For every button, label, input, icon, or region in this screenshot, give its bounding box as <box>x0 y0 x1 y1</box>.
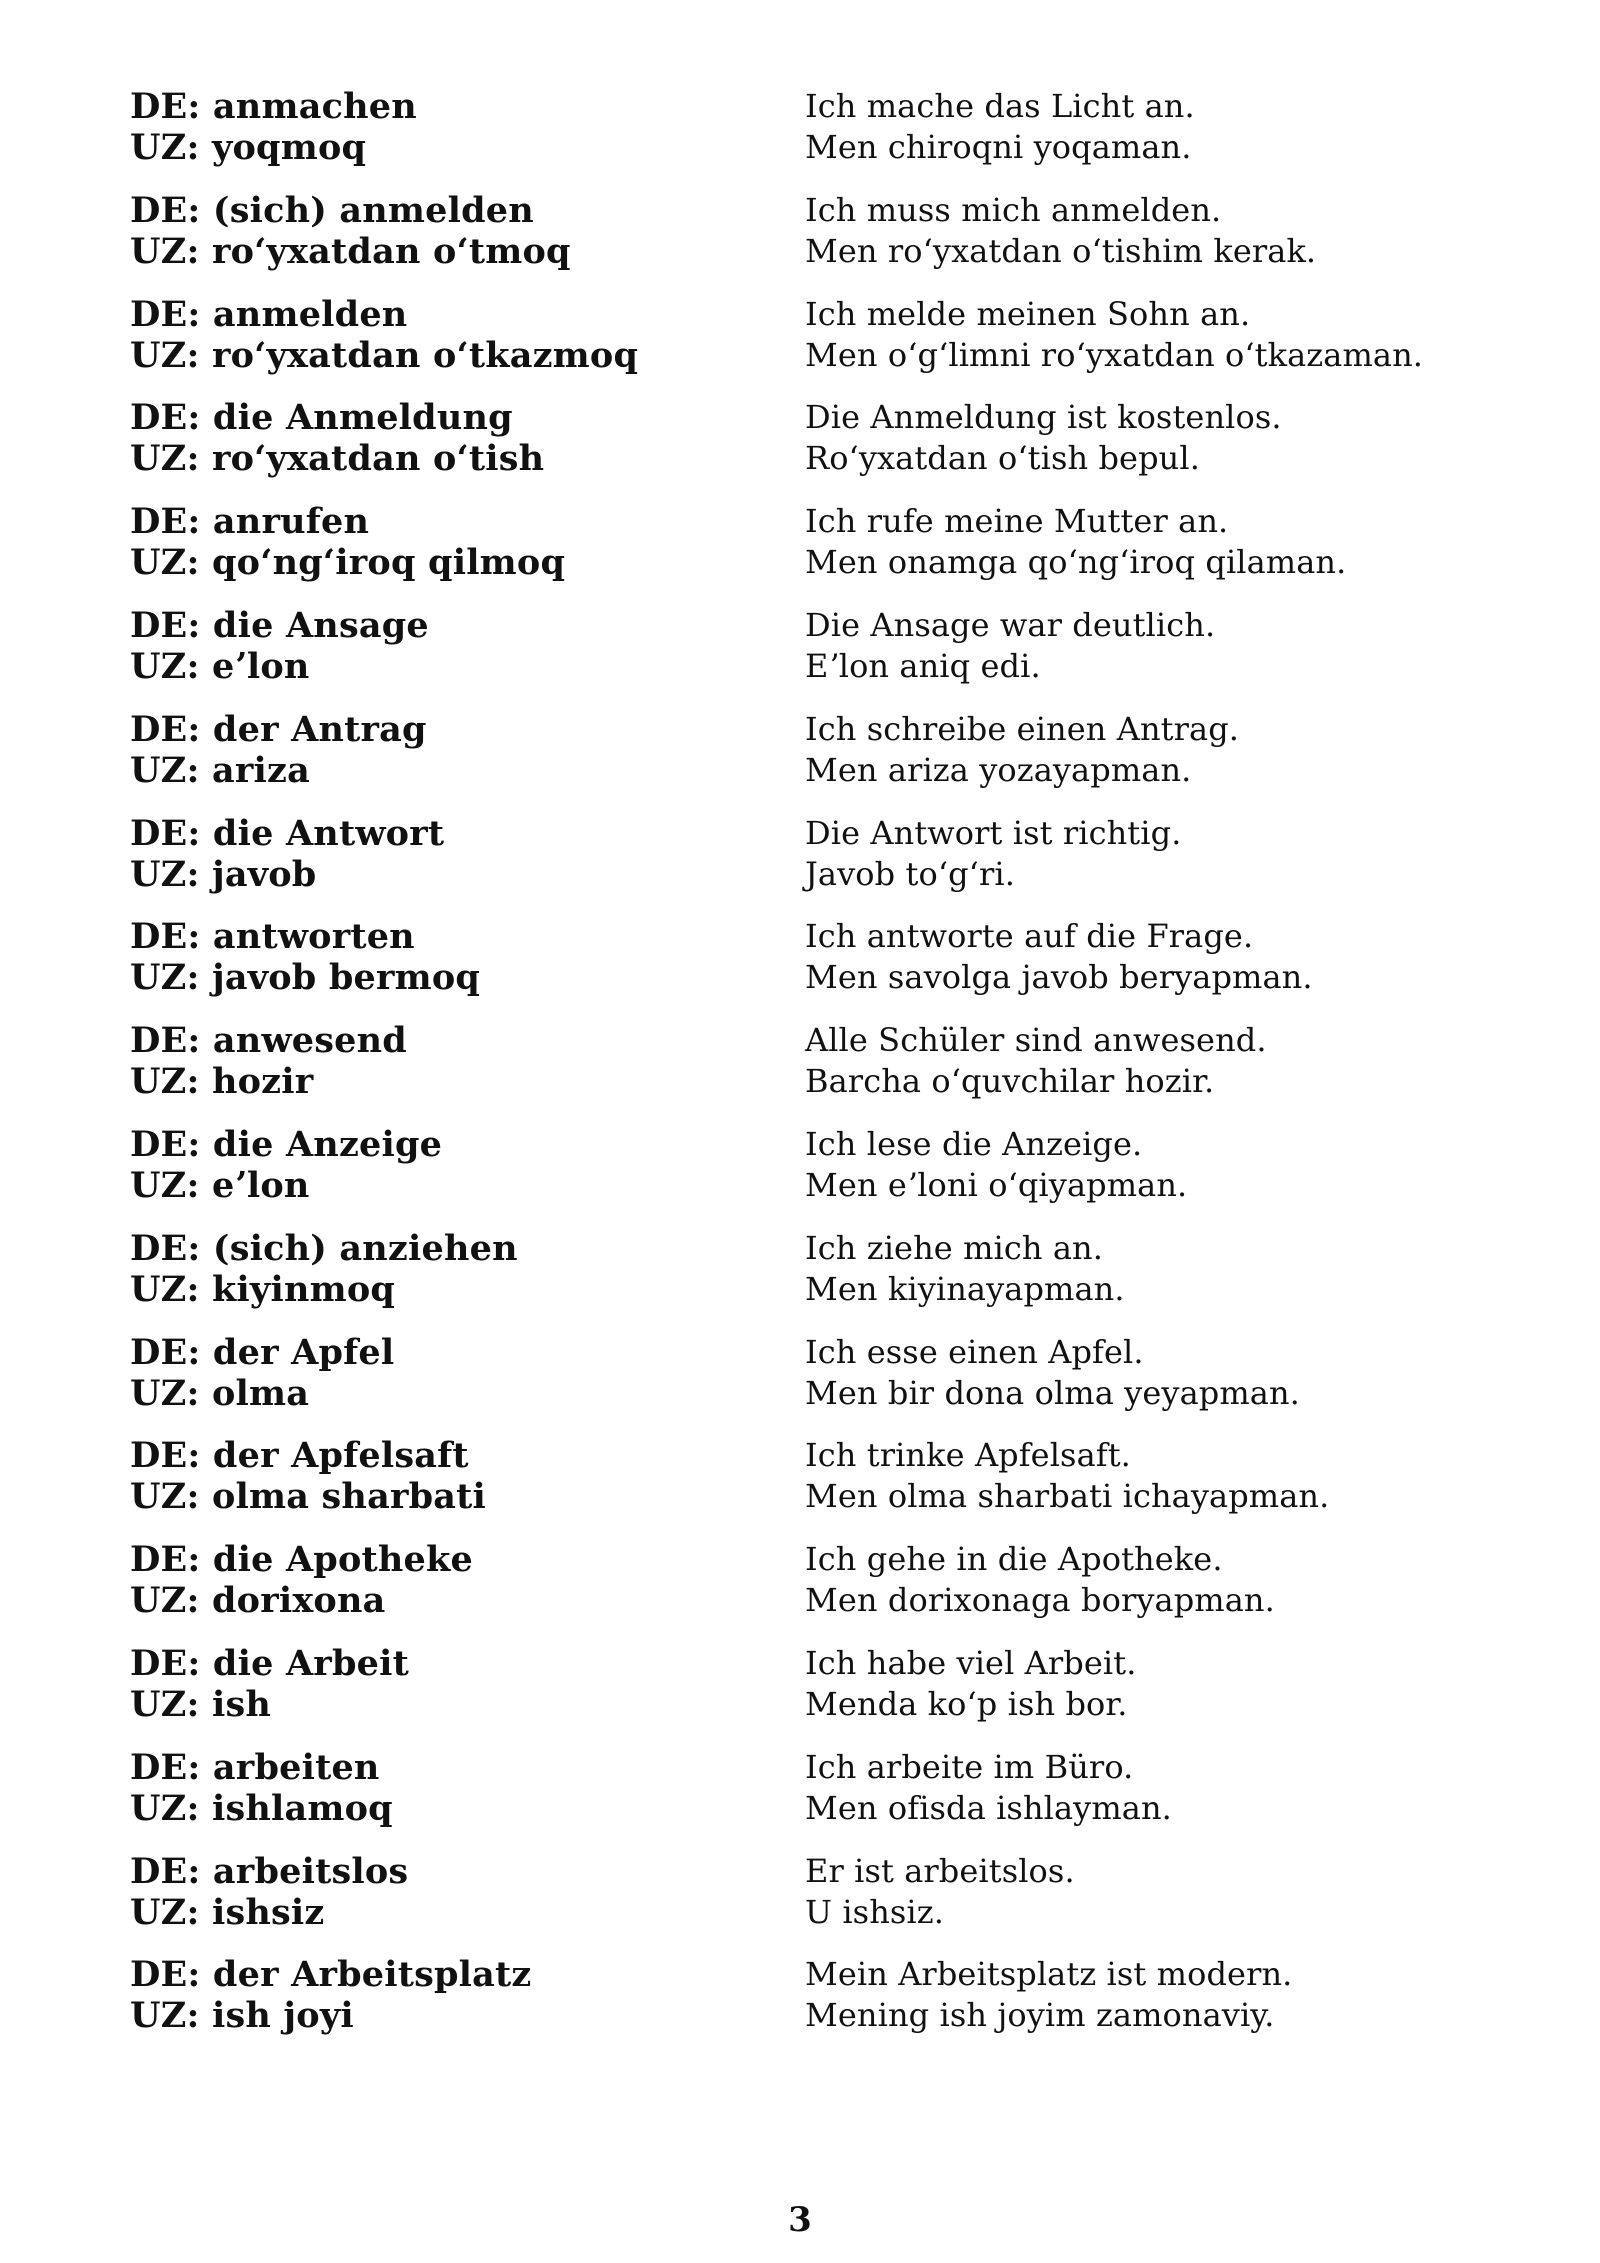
german-example: Ich esse einen Apfel. <box>805 1332 1144 1371</box>
uzbek-example: Roʻyxatdan oʻtish bepul. <box>805 439 1200 478</box>
german-term: DE: die Anmeldung <box>130 397 513 439</box>
german-term: DE: der Apfelsaft <box>130 1435 469 1477</box>
entry-examples <box>805 709 1239 813</box>
entry-examples <box>805 1124 1187 1228</box>
uzbek-term: UZ: kiyinmoq <box>130 1268 396 1310</box>
entry-examples <box>805 916 1313 1020</box>
german-term: DE: die Anzeige <box>130 1123 443 1165</box>
entry-examples <box>805 1539 1275 1643</box>
entry-16 <box>130 1643 1470 1747</box>
german-term: DE: der Antrag <box>130 708 427 750</box>
entry-examples <box>805 501 1346 605</box>
german-term: DE: anrufen <box>130 501 370 543</box>
entry-10 <box>130 1020 1470 1124</box>
uzbek-term: UZ: olma sharbati <box>130 1476 486 1518</box>
uzbek-example: U ishsiz. <box>805 1892 944 1931</box>
german-example: Ich muss mich anmelden. <box>805 190 1222 229</box>
entry-terms <box>130 1851 805 1955</box>
german-example: Ich ziehe mich an. <box>805 1228 1104 1267</box>
german-term: DE: die Ansage <box>130 604 429 646</box>
german-term: DE: (sich) anziehen <box>130 1227 518 1269</box>
entry-terms <box>130 1435 805 1539</box>
entry-terms <box>130 605 805 709</box>
entry-terms <box>130 1124 805 1228</box>
uzbek-term: UZ: dorixona <box>130 1580 386 1622</box>
uzbek-term: UZ: ariza <box>130 749 310 791</box>
entry-terms <box>130 501 805 605</box>
entry-terms <box>130 397 805 501</box>
german-example: Ich mache das Licht an. <box>805 87 1195 125</box>
entry-examples <box>805 1747 1172 1851</box>
entry-terms <box>130 1228 805 1332</box>
german-example: Die Antwort ist richtig. <box>805 813 1182 852</box>
entry-3 <box>130 294 1470 398</box>
german-example: Ich arbeite im Büro. <box>805 1747 1134 1786</box>
entry-examples <box>805 1435 1329 1539</box>
entry-15 <box>130 1539 1470 1643</box>
german-term: DE: anwesend <box>130 1020 407 1062</box>
german-example: Ich gehe in die Apotheke. <box>805 1540 1223 1579</box>
entry-8 <box>130 813 1470 917</box>
uzbek-example: Men ariza yozayapman. <box>805 750 1192 789</box>
german-term: DE: arbeiten <box>130 1746 380 1788</box>
german-example: Die Ansage war deutlich. <box>805 605 1216 644</box>
uzbek-term: UZ: ish joyi <box>130 1995 354 2037</box>
entry-terms <box>130 190 805 294</box>
entry-14 <box>130 1435 1470 1539</box>
entry-examples <box>805 397 1282 501</box>
entry-11 <box>130 1124 1470 1228</box>
entry-examples <box>805 1020 1267 1124</box>
german-example: Ich schreibe einen Antrag. <box>805 709 1240 748</box>
german-term: DE: die Apotheke <box>130 1539 473 1581</box>
german-example: Ich melde meinen Sohn an. <box>805 294 1251 333</box>
entry-12 <box>130 1228 1470 1332</box>
uzbek-example: Men ofisda ishlayman. <box>805 1788 1172 1827</box>
entry-examples <box>805 1228 1125 1332</box>
uzbek-term: UZ: eʼlon <box>130 1164 310 1206</box>
page-number: 3 <box>788 2200 812 2240</box>
german-example: Ich trinke Apfelsaft. <box>805 1436 1131 1475</box>
german-example: Er ist arbeitslos. <box>805 1851 1075 1890</box>
uzbek-example: Men oʻgʻlimni roʻyxatdan oʻtkazaman. <box>805 335 1424 374</box>
entry-7 <box>130 709 1470 813</box>
entry-9 <box>130 916 1470 1020</box>
uzbek-term: UZ: ishsiz <box>130 1891 325 1933</box>
german-example: Ich lese die Anzeige. <box>805 1124 1143 1163</box>
uzbek-term: UZ: ishlamoq <box>130 1787 393 1829</box>
entry-terms <box>130 916 805 1020</box>
entry-2 <box>130 190 1470 294</box>
german-example: Ich rufe meine Mutter an. <box>805 502 1229 541</box>
uzbek-term: UZ: javob <box>130 853 317 895</box>
uzbek-term: UZ: ish <box>130 1683 272 1725</box>
entry-6 <box>130 605 1470 709</box>
entry-examples <box>805 86 1195 190</box>
entry-terms <box>130 813 805 917</box>
entry-examples <box>805 1954 1292 2058</box>
german-term: DE: arbeitslos <box>130 1850 409 1892</box>
entry-terms <box>130 1747 805 1851</box>
entry-examples <box>805 1851 1075 1955</box>
entry-examples <box>805 813 1181 917</box>
german-example: Ich habe viel Arbeit. <box>805 1643 1137 1682</box>
german-term: DE: die Antwort <box>130 812 445 854</box>
german-term: DE: die Arbeit <box>130 1642 409 1684</box>
entry-examples <box>805 1332 1300 1436</box>
uzbek-term: UZ: roʻyxatdan oʻtkazmoq <box>130 334 639 376</box>
uzbek-term: UZ: roʻyxatdan oʻtmoq <box>130 230 571 272</box>
vocabulary-list <box>130 86 1470 2058</box>
entry-terms <box>130 1643 805 1747</box>
entry-5 <box>130 501 1470 605</box>
entry-4 <box>130 397 1470 501</box>
entry-19 <box>130 1954 1470 2058</box>
uzbek-example: Men onamga qoʻngʻiroq qilaman. <box>805 543 1347 582</box>
uzbek-example: Barcha oʻquvchilar hozir. <box>805 1062 1215 1101</box>
german-term: DE: antworten <box>130 916 415 958</box>
uzbek-term: UZ: hozir <box>130 1061 314 1103</box>
entry-examples <box>805 1643 1136 1747</box>
german-example: Alle Schüler sind anwesend. <box>805 1021 1267 1060</box>
entry-terms <box>130 1954 805 2058</box>
uzbek-example: Men eʼloni oʻqiyapman. <box>805 1165 1188 1204</box>
entry-examples <box>805 190 1316 294</box>
german-example: Mein Arbeitsplatz ist modern. <box>805 1955 1293 1994</box>
entry-13 <box>130 1332 1470 1436</box>
entry-1 <box>130 86 1470 190</box>
german-term: DE: anmelden <box>130 293 408 335</box>
uzbek-example: Men chiroqni yoqaman. <box>805 128 1192 166</box>
uzbek-example: Men savolga javob beryapman. <box>805 958 1313 997</box>
entry-terms <box>130 86 805 190</box>
entry-examples <box>805 294 1423 398</box>
german-term: DE: (sich) anmelden <box>130 189 534 231</box>
uzbek-example: Menda koʻp ish bor. <box>805 1684 1128 1723</box>
uzbek-example: Men kiyinayapman. <box>805 1269 1125 1308</box>
entry-terms <box>130 1539 805 1643</box>
entry-terms <box>130 709 805 813</box>
uzbek-term: UZ: qoʻngʻiroq qilmoq <box>130 542 566 584</box>
german-term: DE: der Arbeitsplatz <box>130 1954 532 1996</box>
uzbek-example: Mening ish joyim zamonaviy. <box>805 1996 1275 2035</box>
german-term: DE: anmachen <box>130 86 417 127</box>
uzbek-term: UZ: eʼlon <box>130 645 310 687</box>
uzbek-example: Eʼlon aniq edi. <box>805 646 1041 685</box>
uzbek-term: UZ: olma <box>130 1372 310 1414</box>
german-term: DE: der Apfel <box>130 1331 395 1373</box>
uzbek-example: Men olma sharbati ichayapman. <box>805 1477 1330 1516</box>
uzbek-example: Men dorixonaga boryapman. <box>805 1581 1275 1620</box>
uzbek-example: Men bir dona olma yeyapman. <box>805 1373 1300 1412</box>
uzbek-term: UZ: roʻyxatdan oʻtish <box>130 438 545 480</box>
entry-18 <box>130 1851 1470 1955</box>
entry-examples <box>805 605 1215 709</box>
german-example: Ich antworte auf die Frage. <box>805 917 1254 956</box>
entry-terms <box>130 1332 805 1436</box>
entry-terms <box>130 1020 805 1124</box>
entry-17 <box>130 1747 1470 1851</box>
uzbek-term: UZ: yoqmoq <box>130 127 367 168</box>
entry-terms <box>130 294 805 398</box>
german-example: Die Anmeldung ist kostenlos. <box>805 398 1282 437</box>
uzbek-example: Men roʻyxatdan oʻtishim kerak. <box>805 231 1317 270</box>
uzbek-term: UZ: javob bermoq <box>130 957 481 999</box>
uzbek-example: Javob toʻgʻri. <box>805 854 1015 893</box>
